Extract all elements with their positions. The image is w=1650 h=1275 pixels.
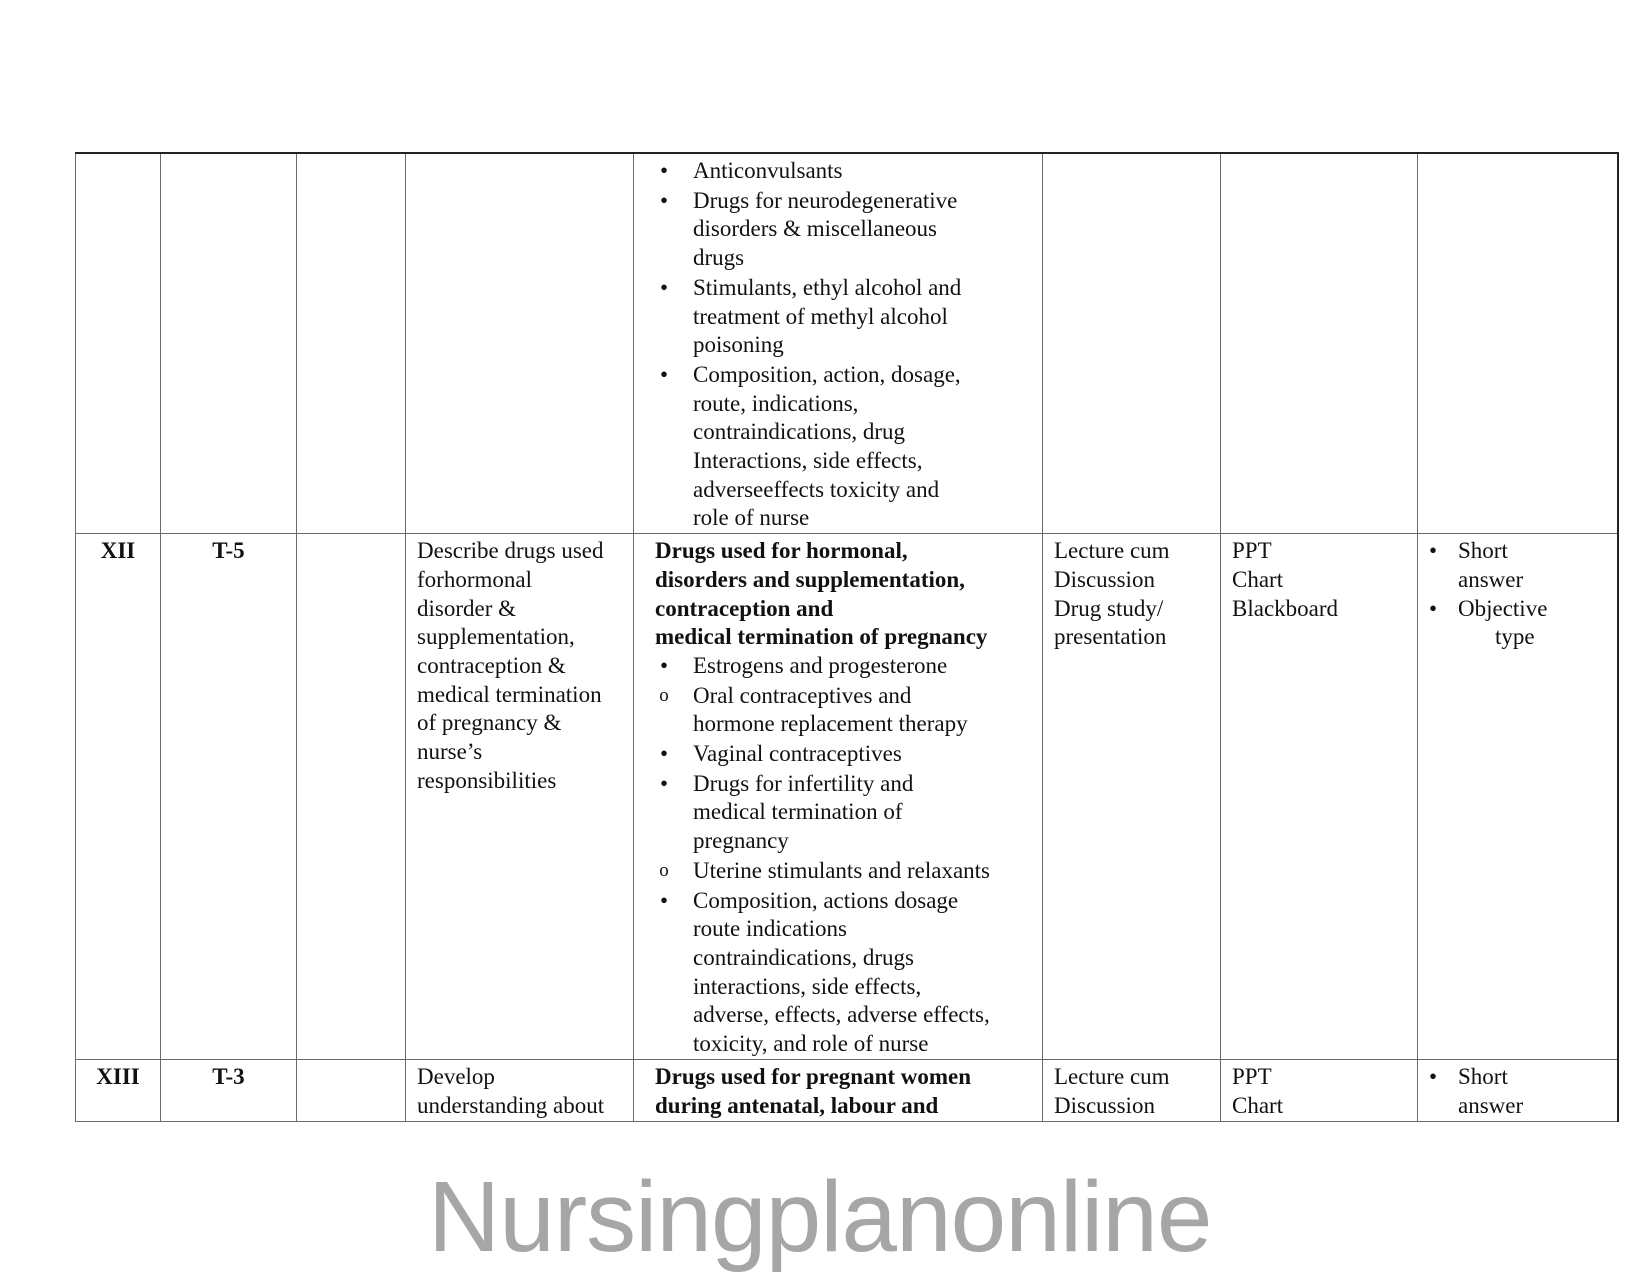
content-list-item (656, 770, 1034, 856)
method-line: Drug study/ (1054, 595, 1164, 621)
objective-line: Develop (417, 1064, 495, 1090)
content-list-item (656, 157, 1034, 186)
aids-cell (1221, 534, 1418, 1060)
content-item-line: medical termination of (693, 799, 903, 825)
hours-cell (161, 1060, 297, 1122)
evaluation-line: Objective (1458, 595, 1548, 621)
content-list-item (656, 187, 1034, 273)
table-row (76, 153, 1618, 534)
method-line: Lecture cum (1054, 538, 1170, 564)
content-list-item (656, 652, 1034, 681)
content-list (656, 157, 1034, 533)
content-item-line: poisoning (693, 332, 784, 358)
empty-cell (297, 153, 406, 534)
aids-line: PPT (1232, 538, 1272, 564)
method-cell (1043, 1060, 1221, 1122)
evaluation-list (1429, 1063, 1607, 1120)
method-line: Discussion (1054, 1092, 1155, 1118)
evaluation-line: answer (1458, 1092, 1524, 1118)
objective-line: supplementation, (417, 624, 575, 650)
evaluation-item (1429, 1063, 1607, 1120)
syllabus-table (75, 152, 1619, 1122)
bullet-icon: • (659, 770, 669, 796)
content-item-line: Vaginal contraceptives (693, 741, 902, 767)
bullet-icon: • (659, 652, 669, 678)
content-item-line: Interactions, side effects, (693, 448, 923, 474)
content-list-item (656, 857, 1034, 886)
bullet-icon: • (1429, 538, 1438, 564)
evaluation-cell (1418, 534, 1618, 1060)
objective-line: nurse’s (417, 739, 483, 765)
hours-cell (161, 534, 297, 1060)
evaluation-list (1429, 537, 1607, 652)
content-item-line: interactions, side effects, (693, 973, 922, 999)
objective-line: contraception & (417, 652, 566, 678)
content-item-line: toxicity, and role of nurse (693, 1031, 929, 1057)
content-item-line: Oral contraceptives and (693, 682, 912, 708)
evaluation-line: Short (1458, 1064, 1508, 1090)
content-item-text: Anticonvulsants (693, 158, 843, 183)
evaluation-line: answer (1458, 566, 1524, 592)
content-item-line: route indications (693, 916, 847, 942)
content-item-line: Drugs for neurodegenerative (693, 187, 958, 213)
content-heading (655, 537, 1034, 652)
unit-cell (76, 534, 161, 1060)
content-item-line: treatment of methyl alcohol (693, 303, 948, 329)
method-line: Discussion (1054, 566, 1155, 592)
content-cell (634, 153, 1043, 534)
content-item-line: contraindications, drugs (693, 944, 915, 970)
objective-line: forhormonal (417, 566, 532, 592)
content-list-item (656, 740, 1034, 769)
content-heading-line: Drugs used for hormonal, (655, 538, 908, 564)
aids-line: Blackboard (1232, 595, 1339, 621)
content-item-line: drugs (693, 245, 745, 271)
aids-line: Chart (1232, 1092, 1284, 1118)
bullet-icon: • (659, 187, 669, 213)
table-row (76, 534, 1618, 1060)
content-item-line: route, indications, (693, 390, 859, 416)
bullet-icon: • (1429, 1064, 1438, 1090)
objective-line: medical termination (417, 681, 602, 707)
method-line: Lecture cum (1054, 1064, 1170, 1090)
bullet-icon: • (659, 887, 669, 913)
unit-number: XIII (96, 1064, 140, 1090)
content-cell (634, 1060, 1043, 1122)
evaluation-line: Short (1458, 538, 1508, 564)
objective-cell (406, 153, 634, 534)
empty-cell (297, 1060, 406, 1122)
method-cell (1043, 153, 1221, 534)
content-item-line: Stimulants, ethyl alcohol and (693, 274, 962, 300)
bullet-icon: • (659, 741, 669, 767)
aids-line: Chart (1232, 566, 1284, 592)
circle-bullet-icon: o (659, 684, 669, 706)
table-row (76, 1060, 1618, 1122)
content-item-line: Estrogens and progesterone (693, 652, 948, 678)
evaluation-cell (1418, 153, 1618, 534)
content-item-line: Composition, actions dosage (693, 887, 959, 913)
objective-line: disorder & (417, 595, 517, 621)
content-heading-line: Drugs used for pregnant women (655, 1064, 972, 1090)
content-list-item (656, 887, 1034, 1059)
aids-line: PPT (1232, 1064, 1272, 1090)
objective-line: understanding about (417, 1092, 605, 1118)
aids-cell (1221, 1060, 1418, 1122)
content-cell (634, 534, 1043, 1060)
unit-cell (76, 1060, 161, 1122)
aids-cell (1221, 153, 1418, 534)
empty-cell (297, 534, 406, 1060)
objective-line: responsibilities (417, 767, 557, 793)
content-heading-line: medical termination of pregnancy (655, 624, 988, 650)
content-heading-line: during antenatal, labour and (655, 1092, 939, 1118)
content-item-line: pregnancy (693, 828, 789, 854)
objective-cell (406, 534, 634, 1060)
bullet-icon: • (659, 158, 669, 183)
content-heading-line: contraception and (655, 595, 834, 621)
unit-cell (76, 153, 161, 534)
content-item-line: role of nurse (693, 505, 810, 531)
content-item-line: hormone replacement therapy (693, 711, 968, 737)
bullet-icon: • (659, 361, 669, 387)
content-list-item (656, 274, 1034, 360)
content-item-line: disorders & miscellaneous (693, 216, 938, 242)
content-item-line: adverse, effects, adverse effects, (693, 1002, 990, 1028)
evaluation-item (1429, 595, 1607, 652)
bullet-icon: • (659, 274, 669, 300)
method-line: presentation (1054, 624, 1167, 650)
content-item-line: adverseeffects toxicity and (693, 476, 940, 502)
content-item-line: Drugs for infertility and (693, 770, 914, 796)
watermark: Nursingplanonline (428, 1161, 1212, 1273)
objective-line: of pregnancy & (417, 710, 562, 736)
hours-value: T-5 (212, 538, 245, 564)
content-list-item (656, 361, 1034, 533)
evaluation-line: type (1495, 624, 1535, 650)
content-item-line: Composition, action, dosage, (693, 361, 961, 387)
objective-cell (406, 1060, 634, 1122)
hours-cell (161, 153, 297, 534)
content-item-line: Uterine stimulants and relaxants (693, 857, 991, 883)
content-heading-line: disorders and supplementation, (655, 566, 965, 592)
hours-value: T-3 (212, 1064, 245, 1090)
content-heading (655, 1063, 1034, 1120)
evaluation-cell (1418, 1060, 1618, 1122)
content-list (656, 652, 1034, 1059)
method-cell (1043, 534, 1221, 1060)
circle-bullet-icon: o (659, 859, 669, 881)
content-item-line: contraindications, drug (693, 419, 906, 445)
content-list-item (656, 682, 1034, 739)
bullet-icon: • (1429, 595, 1438, 621)
evaluation-item (1429, 537, 1607, 594)
objective-line: Describe drugs used (417, 538, 604, 564)
unit-number: XII (100, 538, 136, 564)
